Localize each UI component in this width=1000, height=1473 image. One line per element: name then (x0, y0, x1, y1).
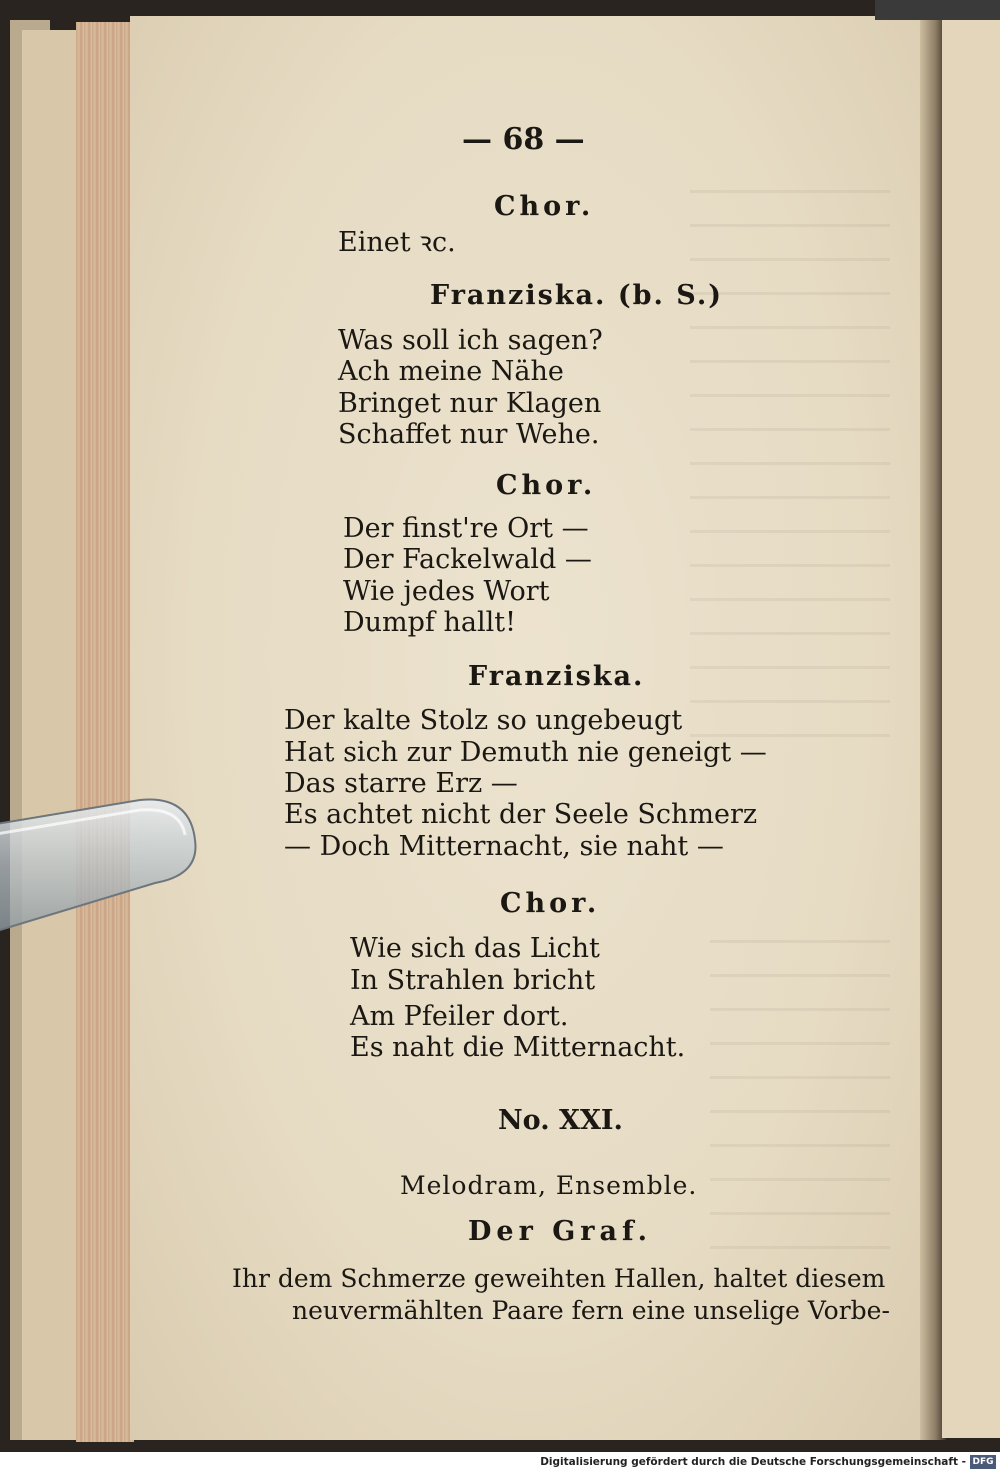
number-heading: No. XXI. (498, 1105, 623, 1136)
scanner-frame (875, 0, 1000, 20)
page-holder-clip (0, 795, 205, 935)
section-heading: Melodram, Ensemble. (400, 1171, 698, 1200)
verse-line: Bringet nur Klagen (338, 388, 602, 419)
show-through (710, 940, 890, 1260)
speaker-heading: Chor. (496, 470, 597, 501)
verse-line: Dumpf hallt! (343, 607, 516, 638)
prose-line: neuvermählten Paare fern eine unselige Vorbe- (292, 1296, 890, 1325)
page-number: — 68 — (462, 122, 585, 157)
speaker-heading: Der Graf. (468, 1216, 653, 1247)
page-edges (76, 22, 134, 1442)
funding-credit: Digitalisierung gefördert durch die Deutsche Forschungsgemeinschaft - (540, 1456, 966, 1468)
verse-line: Der kalte Stolz so ungebeugt (284, 705, 683, 736)
verse-line: — Doch Mitternacht, sie naht — (284, 831, 724, 862)
verse-line: Der Fackelwald — (343, 544, 592, 575)
verse-line: Hat sich zur Demuth nie geneigt — (284, 737, 767, 768)
speaker-heading: Franziska. (b. S.) (430, 280, 724, 311)
verse-line: Schaffet nur Wehe. (338, 419, 600, 450)
show-through (690, 190, 890, 750)
facing-page-edge (942, 18, 1000, 1438)
verse-line: Am Pfeiler dort. (350, 1001, 569, 1032)
verse-line: Der finst're Ort — (343, 513, 589, 544)
verse-line: Wie jedes Wort (343, 576, 550, 607)
verse-line: Es achtet nicht der Seele Schmerz (284, 799, 758, 830)
verse-line: Einet ꝛc. (338, 227, 456, 258)
dfg-logo: DFG (970, 1455, 996, 1469)
verse-line: Wie sich das Licht (350, 933, 600, 964)
speaker-heading: Chor. (500, 888, 601, 919)
verse-line: Ach meine Nähe (338, 356, 564, 387)
verse-line: In Strahlen bricht (350, 965, 596, 996)
footer-bar (0, 1452, 1000, 1473)
verse-line: Es naht die Mitternacht. (350, 1032, 686, 1063)
prose-line: Ihr dem Schmerze geweihten Hallen, haltet diesem (232, 1264, 886, 1293)
verse-line: Was soll ich sagen? (338, 325, 603, 356)
speaker-heading: Franziska. (468, 661, 645, 692)
verse-line: Das starre Erz — (284, 768, 518, 799)
speaker-heading: Chor. (494, 191, 595, 222)
page-stack (22, 30, 82, 1440)
